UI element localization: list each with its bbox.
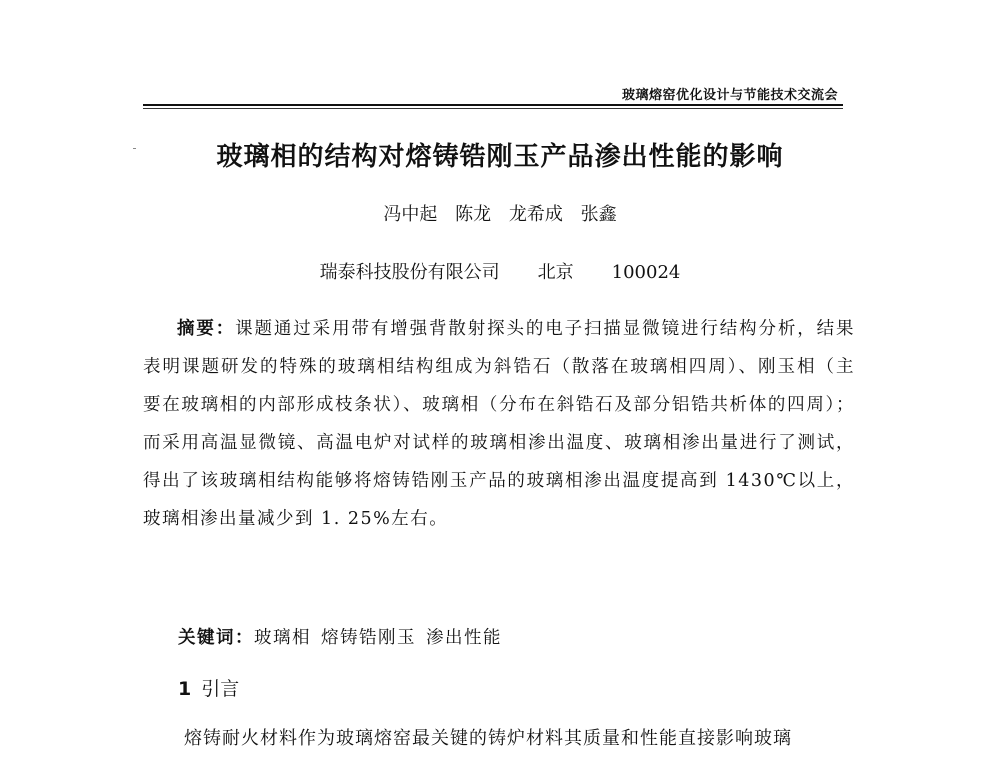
- abstract: [143, 310, 855, 538]
- affiliation-organization: 瑞泰科技股份有限公司: [319, 262, 500, 283]
- body-paragraph: 熔铸耐火材料作为玻璃熔窑最关键的铸炉材料其质量和性能直接影响玻璃: [184, 728, 792, 749]
- section-title: 引言: [201, 678, 240, 700]
- affiliation-city: 北京: [537, 262, 574, 283]
- author: 张鑫: [580, 204, 617, 225]
- section-heading: [178, 674, 239, 701]
- header-rule-thin: [143, 108, 843, 109]
- running-header: 玻璃熔窑优化设计与节能技术交流会: [621, 88, 838, 103]
- abstract-label: 摘要：: [177, 319, 236, 339]
- keywords-label: 关键词：: [178, 628, 254, 648]
- paper-title: 玻璃相的结构对熔铸锆刚玉产品渗出性能的影响: [216, 142, 784, 172]
- affiliation-postcode: 100024: [611, 262, 681, 283]
- keywords: [178, 624, 512, 649]
- author: 陈龙: [455, 204, 492, 225]
- keyword: 熔铸锆刚玉: [321, 628, 416, 648]
- abstract-text: 课题通过采用带有增强背散射探头的电子扫描显微镜进行结构分析，结果表明课题研发的特殊的玻璃相结构组成为斜锆石（散落在玻璃相四周）、刚玉相（主要在玻璃相的内部形成枝条状）、玻璃相（分布在斜锆石及部分铝锆共析体的四周）；而采用高温显微镜、高温电炉对试样的玻璃相渗出温度、玻璃相渗出量进行了测试，得出了该玻璃相结构能够将熔铸锆刚玉产品的玻璃相渗出温度提高到 1430℃以上，玻璃相渗出量减少到 1. 25%左右。: [143, 319, 856, 529]
- affiliation: [0, 258, 1000, 284]
- section-number: 1: [178, 678, 192, 700]
- author: 冯中起: [383, 204, 438, 225]
- author: 龙希成: [508, 204, 563, 225]
- keyword: 玻璃相: [254, 628, 311, 648]
- keyword: 渗出性能: [426, 628, 502, 648]
- header-rule: [143, 104, 843, 106]
- author-list: [0, 200, 1000, 226]
